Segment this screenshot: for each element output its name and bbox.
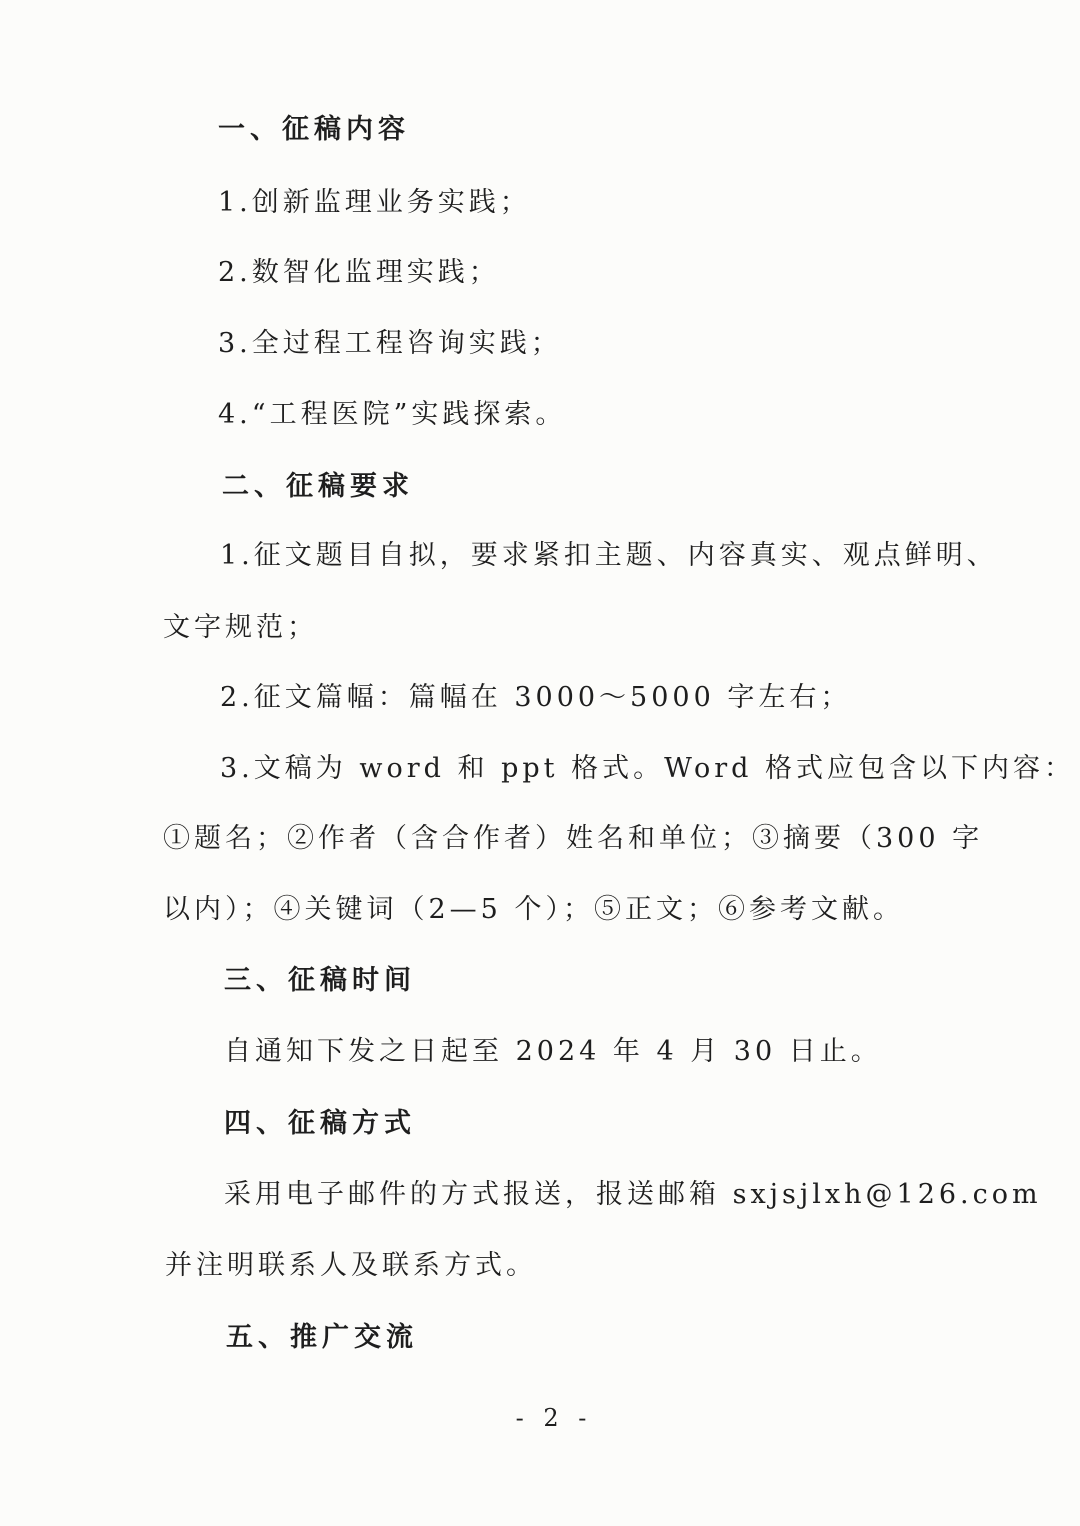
submission-method-line-1: 采用电子邮件的方式报送，报送邮箱 sxjsjlxh@126.com	[224, 1179, 1042, 1210]
section-heading-requirements: 二、征稿要求	[222, 471, 414, 502]
submission-method-line-2: 并注明联系人及联系方式。	[165, 1250, 537, 1281]
requirement-1-line-2: 文字规范；	[163, 612, 318, 643]
section-heading-time: 三、征稿时间	[224, 965, 416, 996]
requirement-3-line-2: ①题名；②作者（含合作者）姓名和单位；③摘要（300 字	[163, 823, 984, 854]
content-item-3: 3.全过程工程咨询实践；	[218, 328, 562, 359]
section-heading-content: 一、征稿内容	[218, 114, 410, 145]
page-number: - 2 -	[515, 1404, 593, 1432]
requirement-2: 2.征文篇幅：篇幅在 3000～5000 字左右；	[220, 682, 852, 713]
content-item-1: 1.创新监理业务实践；	[218, 187, 531, 218]
content-item-2: 2.数智化监理实践；	[218, 257, 500, 288]
content-item-4: 4.“工程医院”实践探索。	[218, 399, 567, 430]
requirement-3-line-1: 3.文稿为 word 和 ppt 格式。Word 格式应包含以下内容：	[220, 753, 1076, 784]
submission-time-text: 自通知下发之日起至 2024 年 4 月 30 日止。	[224, 1036, 882, 1067]
requirement-1-line-1: 1.征文题目自拟，要求紧扣主题、内容真实、观点鲜明、	[220, 540, 998, 571]
section-heading-method: 四、征稿方式	[224, 1108, 416, 1139]
requirement-3-line-3: 以内）；④关键词（2—5 个）；⑤正文；⑥参考文献。	[163, 894, 904, 925]
section-heading-promotion: 五、推广交流	[226, 1322, 418, 1353]
